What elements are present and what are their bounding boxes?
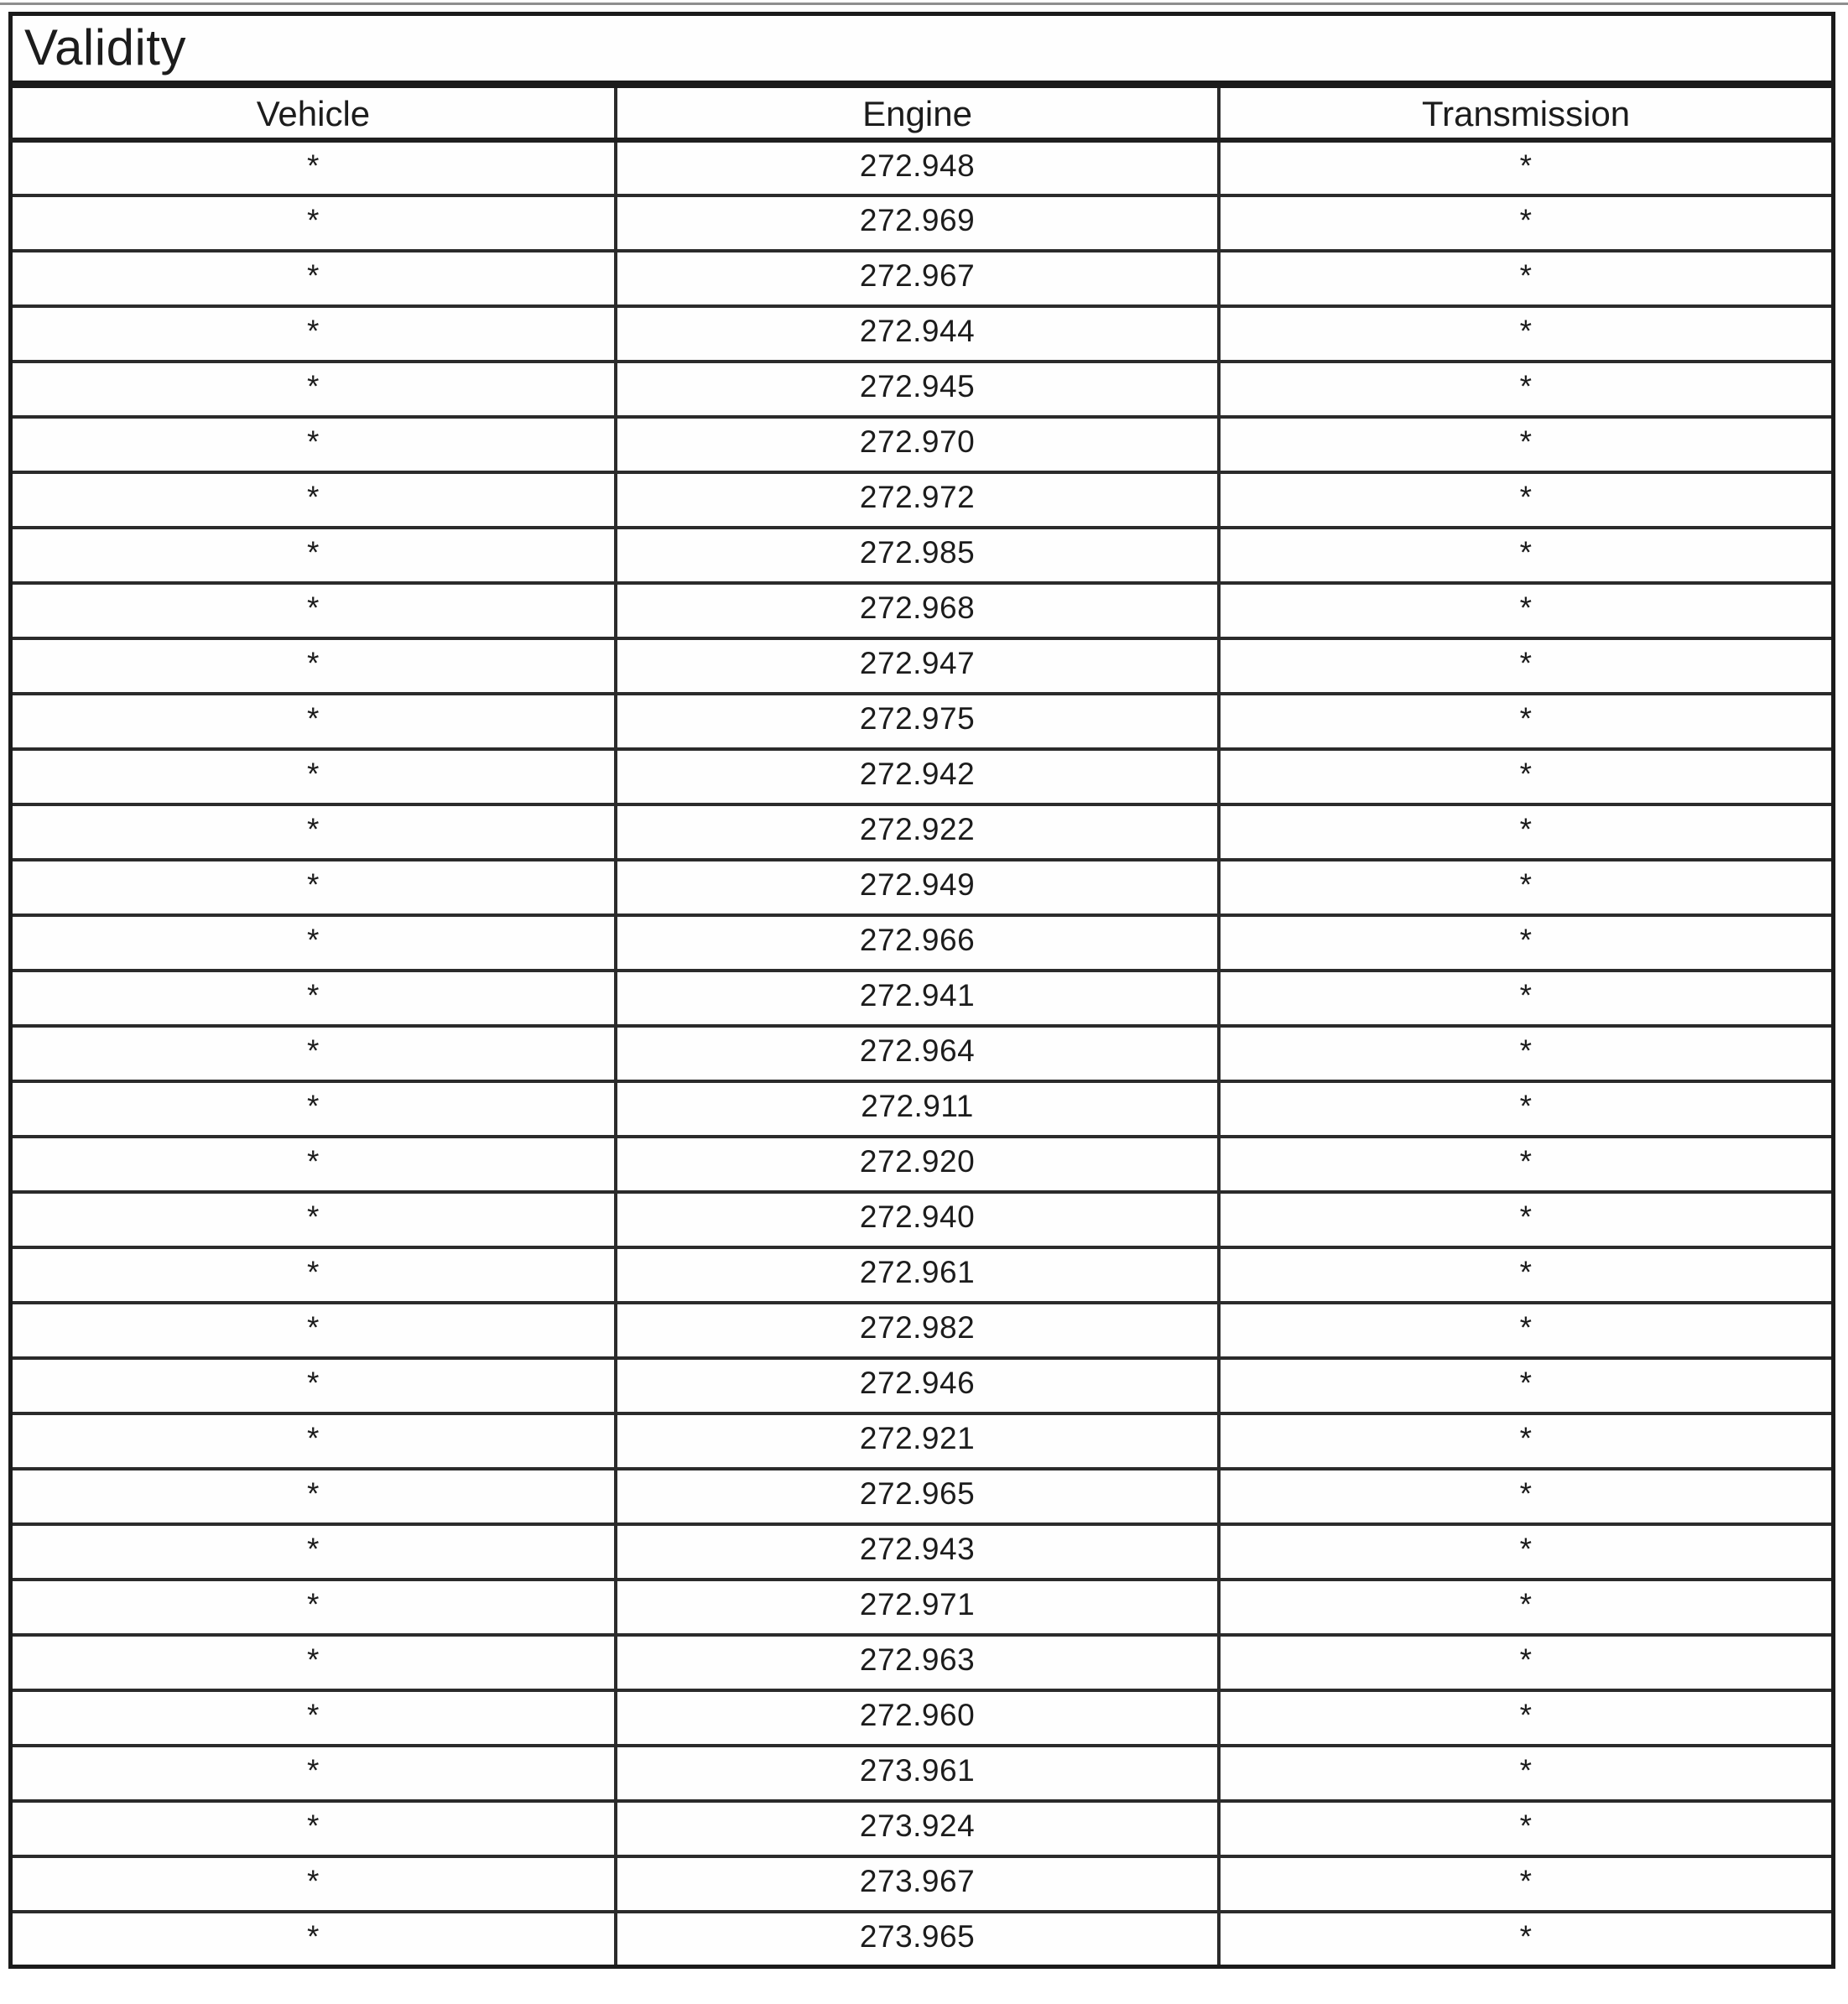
table-row — [11, 1081, 1834, 1137]
table-row — [11, 251, 1834, 306]
engine-cell: 272.942 — [616, 749, 1219, 804]
engine-cell: 272.982 — [616, 1303, 1219, 1358]
transmission-cell: * — [1219, 915, 1833, 971]
transmission-cell: * — [1219, 1247, 1833, 1303]
engine-cell: 272.965 — [616, 1469, 1219, 1524]
vehicle-cell: * — [11, 1801, 616, 1856]
vehicle-cell: * — [11, 1856, 616, 1912]
table-row — [11, 1026, 1834, 1081]
transmission-cell: * — [1219, 1524, 1833, 1580]
vehicle-cell: * — [11, 1635, 616, 1690]
engine-cell: 272.941 — [616, 971, 1219, 1026]
engine-cell: 272.920 — [616, 1137, 1219, 1192]
vehicle-cell: * — [11, 251, 616, 306]
validity-table — [8, 12, 1835, 1969]
engine-cell: 272.967 — [616, 251, 1219, 306]
vehicle-cell: * — [11, 1690, 616, 1746]
vehicle-cell: * — [11, 583, 616, 638]
transmission-cell: * — [1219, 472, 1833, 528]
vehicle-cell: * — [11, 195, 616, 251]
vehicle-cell: * — [11, 1192, 616, 1247]
table-row — [11, 804, 1834, 860]
vehicle-cell: * — [11, 749, 616, 804]
engine-cell: 272.969 — [616, 195, 1219, 251]
table-title-row — [11, 14, 1834, 85]
column-header-engine: Engine — [616, 85, 1219, 140]
transmission-cell: * — [1219, 971, 1833, 1026]
engine-cell: 272.963 — [616, 1635, 1219, 1690]
transmission-cell: * — [1219, 1358, 1833, 1413]
engine-cell: 272.945 — [616, 362, 1219, 417]
table-row — [11, 1580, 1834, 1635]
table-row — [11, 971, 1834, 1026]
table-row — [11, 1137, 1834, 1192]
vehicle-cell: * — [11, 1413, 616, 1469]
table-title: Validity — [11, 14, 1834, 85]
vehicle-cell: * — [11, 1081, 616, 1137]
engine-cell: 272.949 — [616, 860, 1219, 915]
page-top-divider — [0, 3, 1848, 5]
engine-cell: 272.971 — [616, 1580, 1219, 1635]
table-row — [11, 1801, 1834, 1856]
transmission-cell: * — [1219, 694, 1833, 749]
engine-cell: 272.972 — [616, 472, 1219, 528]
transmission-cell: * — [1219, 1856, 1833, 1912]
vehicle-cell: * — [11, 971, 616, 1026]
engine-cell: 272.960 — [616, 1690, 1219, 1746]
engine-cell: 272.940 — [616, 1192, 1219, 1247]
table-row — [11, 362, 1834, 417]
table-row — [11, 1303, 1834, 1358]
transmission-cell: * — [1219, 306, 1833, 362]
engine-cell: 273.967 — [616, 1856, 1219, 1912]
table-row — [11, 694, 1834, 749]
table-row — [11, 1413, 1834, 1469]
transmission-cell: * — [1219, 1580, 1833, 1635]
transmission-cell: * — [1219, 417, 1833, 472]
transmission-cell: * — [1219, 1192, 1833, 1247]
column-header-vehicle: Vehicle — [11, 85, 616, 140]
engine-cell: 272.964 — [616, 1026, 1219, 1081]
transmission-cell: * — [1219, 1469, 1833, 1524]
engine-cell: 273.965 — [616, 1912, 1219, 1967]
transmission-cell: * — [1219, 1801, 1833, 1856]
table-header-row — [11, 85, 1834, 140]
engine-cell: 272.946 — [616, 1358, 1219, 1413]
transmission-cell: * — [1219, 1635, 1833, 1690]
vehicle-cell: * — [11, 638, 616, 694]
table-row — [11, 860, 1834, 915]
engine-cell: 272.966 — [616, 915, 1219, 971]
column-header-transmission: Transmission — [1219, 85, 1833, 140]
vehicle-cell: * — [11, 1469, 616, 1524]
transmission-cell: * — [1219, 362, 1833, 417]
table-row — [11, 1690, 1834, 1746]
transmission-cell: * — [1219, 1912, 1833, 1967]
table-row — [11, 472, 1834, 528]
vehicle-cell: * — [11, 1303, 616, 1358]
transmission-cell: * — [1219, 1303, 1833, 1358]
transmission-cell: * — [1219, 140, 1833, 195]
vehicle-cell: * — [11, 804, 616, 860]
table-row — [11, 1856, 1834, 1912]
vehicle-cell: * — [11, 1524, 616, 1580]
table-row — [11, 1469, 1834, 1524]
vehicle-cell: * — [11, 306, 616, 362]
transmission-cell: * — [1219, 195, 1833, 251]
engine-cell: 272.947 — [616, 638, 1219, 694]
table-row — [11, 915, 1834, 971]
engine-cell: 272.944 — [616, 306, 1219, 362]
vehicle-cell: * — [11, 140, 616, 195]
engine-cell: 273.924 — [616, 1801, 1219, 1856]
vehicle-cell: * — [11, 528, 616, 583]
transmission-cell: * — [1219, 1690, 1833, 1746]
transmission-cell: * — [1219, 860, 1833, 915]
engine-cell: 272.948 — [616, 140, 1219, 195]
vehicle-cell: * — [11, 915, 616, 971]
table-row — [11, 638, 1834, 694]
table-row — [11, 1912, 1834, 1967]
engine-cell: 272.922 — [616, 804, 1219, 860]
table-row — [11, 140, 1834, 195]
transmission-cell: * — [1219, 1413, 1833, 1469]
table-row — [11, 195, 1834, 251]
transmission-cell: * — [1219, 251, 1833, 306]
vehicle-cell: * — [11, 1358, 616, 1413]
engine-cell: 272.921 — [616, 1413, 1219, 1469]
engine-cell: 272.985 — [616, 528, 1219, 583]
engine-cell: 272.911 — [616, 1081, 1219, 1137]
engine-cell: 272.961 — [616, 1247, 1219, 1303]
transmission-cell: * — [1219, 1026, 1833, 1081]
vehicle-cell: * — [11, 694, 616, 749]
table-row — [11, 528, 1834, 583]
engine-cell: 272.970 — [616, 417, 1219, 472]
transmission-cell: * — [1219, 1137, 1833, 1192]
table-row — [11, 749, 1834, 804]
engine-cell: 272.968 — [616, 583, 1219, 638]
vehicle-cell: * — [11, 1137, 616, 1192]
table-row — [11, 1247, 1834, 1303]
table-row — [11, 1524, 1834, 1580]
vehicle-cell: * — [11, 1247, 616, 1303]
vehicle-cell: * — [11, 860, 616, 915]
transmission-cell: * — [1219, 1081, 1833, 1137]
table-row — [11, 1635, 1834, 1690]
transmission-cell: * — [1219, 528, 1833, 583]
transmission-cell: * — [1219, 583, 1833, 638]
vehicle-cell: * — [11, 1026, 616, 1081]
table-body — [11, 140, 1834, 1967]
vehicle-cell: * — [11, 1580, 616, 1635]
table-row — [11, 417, 1834, 472]
table-row — [11, 306, 1834, 362]
table-row — [11, 1358, 1834, 1413]
engine-cell: 272.943 — [616, 1524, 1219, 1580]
engine-cell: 273.961 — [616, 1746, 1219, 1801]
transmission-cell: * — [1219, 749, 1833, 804]
transmission-cell: * — [1219, 1746, 1833, 1801]
vehicle-cell: * — [11, 417, 616, 472]
table-row — [11, 583, 1834, 638]
vehicle-cell: * — [11, 1746, 616, 1801]
vehicle-cell: * — [11, 362, 616, 417]
table-row — [11, 1746, 1834, 1801]
vehicle-cell: * — [11, 472, 616, 528]
table-row — [11, 1192, 1834, 1247]
engine-cell: 272.975 — [616, 694, 1219, 749]
transmission-cell: * — [1219, 638, 1833, 694]
transmission-cell: * — [1219, 804, 1833, 860]
vehicle-cell: * — [11, 1912, 616, 1967]
